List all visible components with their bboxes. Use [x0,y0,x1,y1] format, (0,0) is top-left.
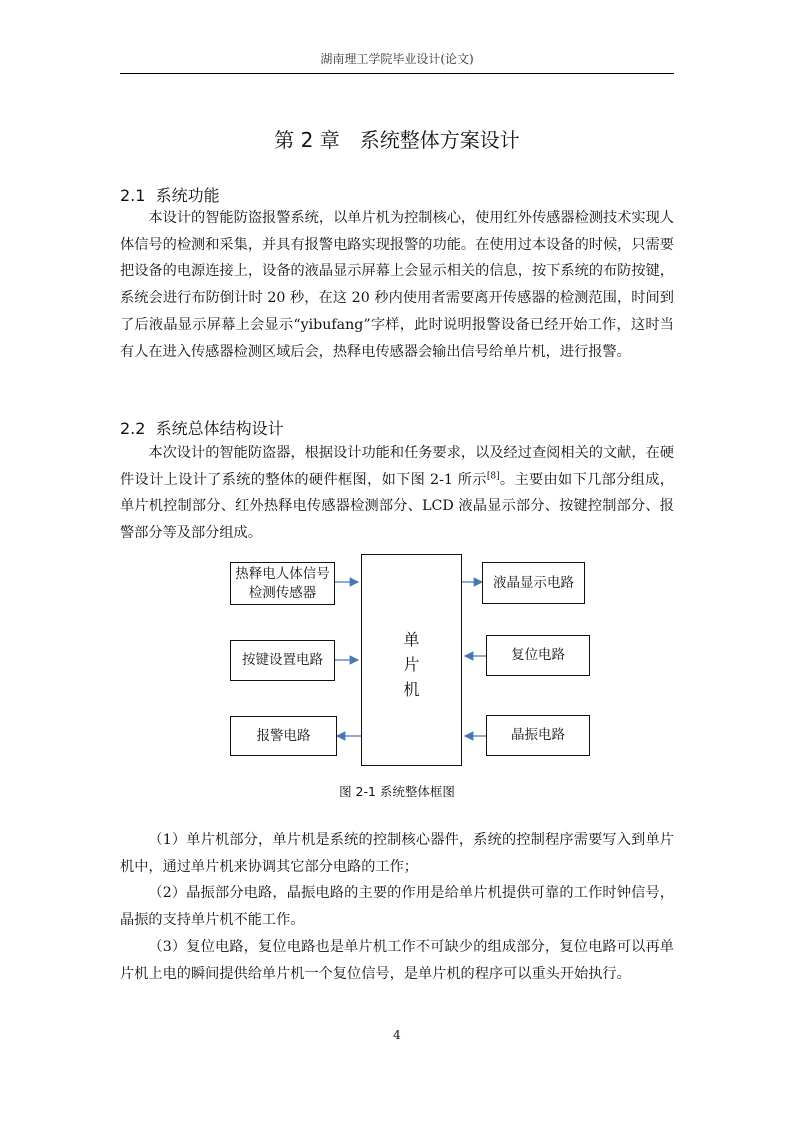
section-2-1-paragraph: 本设计的智能防盗报警系统，以单片机为控制核心，使用红外传感器检测技术实现人体信号的检测和采集，并具有报警电路实现报警的功能。在使用过本设备的时候，只需要把设备的电源连接上，设备的液晶显示屏幕上会显示相关的信息，按下系统的布防按键，系统会进行布防倒计时 20 秒，在这 20 秒内使用者需要离开传感器的检测范围，时间到了后液晶显示屏幕上会显示“yibufang”字样，此时说明报警设备已经开始工作，这时当有人在进入传感器检测区域后会，热释电传感器会输出信号给单片机，进行报警。 [120,210,674,360]
key-setting-block: 按键设置电路 [230,640,335,681]
paragraph-text-part2: 。主要由如下几部分组成，单片机控制部分、红外热释电传感器检测部分、LCD 液晶显示部分、按键控制部分、报警部分等及部分组成。 [120,471,674,542]
chapter-title: 第 2 章 系统整体方案设计 [274,128,520,152]
list-item-2: （2）晶振部分电路，晶振电路的主要的作用是给单片机提供可靠的工作时钟信号，晶振的支持单片机不能工作。 [120,885,674,928]
paragraph-text-part1: 本次设计的智能防盗器，根据设计功能和任务要求，以及经过查阅相关的文献，在硬件设计上设计了系统的整体的硬件框图，如下图 2-1 所示 [120,445,674,488]
system-block-diagram [220,552,600,774]
running-header: 湖南理工学院毕业设计(论文) [320,52,474,66]
list-item-1: （1）单片机部分，单片机是系统的控制核心器件，系统的控制程序需要写入到单片机中，通过单片机来协调其它部分电路的工作； [120,832,674,875]
section-2-1-title: 2.1 系统功能 [120,186,220,205]
section-2-2-paragraph [120,440,674,547]
alarm-block: 报警电路 [230,716,337,756]
figure-caption: 图 2-1 系统整体框图 [339,784,455,799]
mcu-label-char-3: 机 [403,680,420,699]
mcu-label-char-2: 片 [403,655,420,674]
header-rule [120,73,674,74]
section-2-2-title: 2.2 系统总体结构设计 [120,419,284,438]
lcd-display-block: 液晶显示电路 [482,562,585,604]
sensor-block: 热释电人体信号检测传感器 [230,562,335,605]
mcu-block [361,554,462,766]
list-item-3: （3）复位电路，复位电路也是单片机工作不可缺少的组成部分，复位电路可以再单片机上电的瞬间提供给单片机一个复位信号，是单片机的程序可以重头开始执行。 [120,939,674,982]
reset-circuit-block: 复位电路 [486,635,590,676]
citation-ref: [8] [486,470,500,481]
crystal-circuit-block: 晶振电路 [486,715,590,756]
mcu-label-char-1: 单 [403,630,420,649]
page-number: 4 [393,1028,401,1042]
